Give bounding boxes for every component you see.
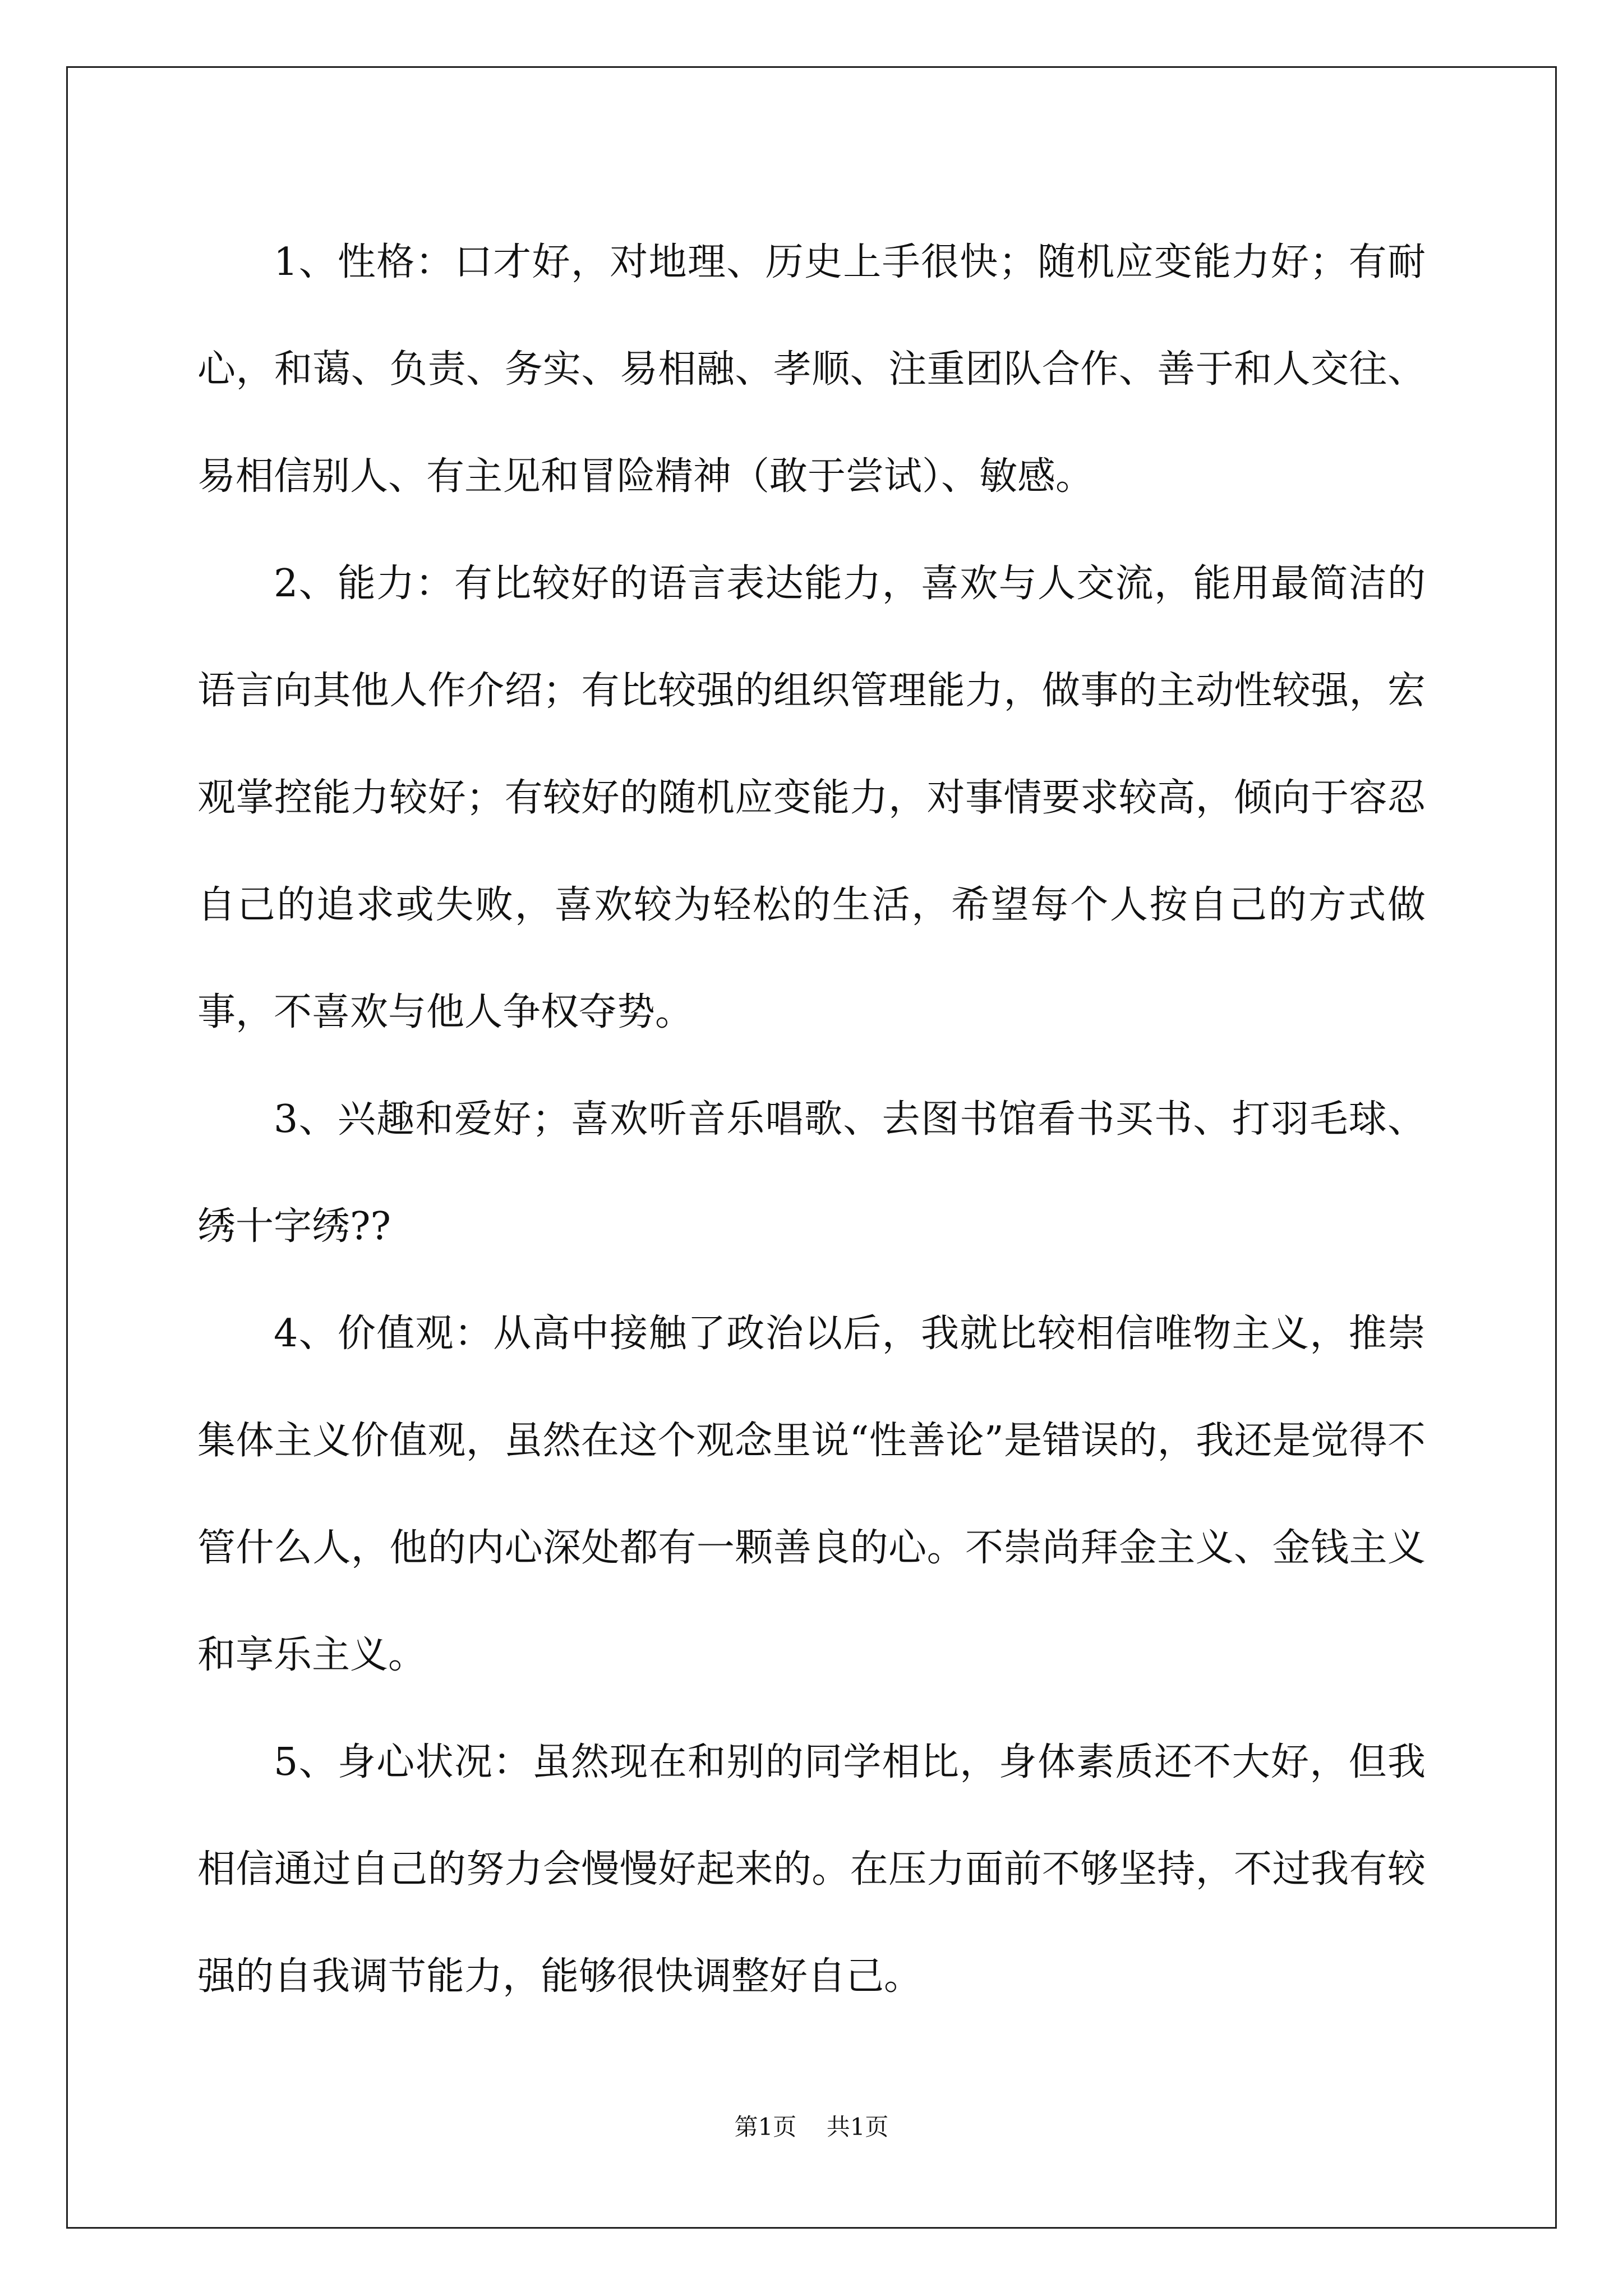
page-number-total: 共1页: [826, 2113, 889, 2141]
paragraph-ability: 2、能力：有比较好的语言表达能力，喜欢与人交流，能用最简洁的语言向其他人作介绍；有比较强的组织管理能力，做事的主动性较强，宏观掌控能力较好；有较好的随机应变能力，对事情要求较高，倾向于容忍自己的追求或失败，喜欢较为轻松的生活，希望每个人按自己的方式做事，不喜欢与他人争权夺势。: [197, 562, 1426, 1034]
document-body: [197, 209, 1426, 2030]
paragraph-health: 5、身心状况：虽然现在和别的同学相比，身体素质还不大好，但我相信通过自己的努力会慢慢好起来的。在压力面前不够坚持，不过我有较强的自我调节能力，能够很快调整好自己。: [197, 1740, 1426, 1999]
paragraph-personality: 1、性格：口才好，对地理、历史上手很快；随机应变能力好；有耐心，和蔼、负责、务实、易相融、孝顺、注重团队合作、善于和人交往、易相信别人、有主见和冒险精神（敢于尝试）、敏感。: [197, 240, 1426, 499]
page-number-current: 第1页: [734, 2113, 797, 2141]
page-footer: [0, 2110, 1623, 2144]
paragraph-interests: 3、兴趣和爱好；喜欢听音乐唱歌、去图书馆看书买书、打羽毛球、绣十字绣??: [197, 1097, 1426, 1249]
paragraph-values: 4、价值观：从高中接触了政治以后，我就比较相信唯物主义，推崇集体主义价值观，虽然在这个观念里说“性善论”是错误的，我还是觉得不管什么人，他的内心深处都有一颗善良的心。不崇尚拜金主义、金钱主义和享乐主义。: [197, 1312, 1426, 1677]
